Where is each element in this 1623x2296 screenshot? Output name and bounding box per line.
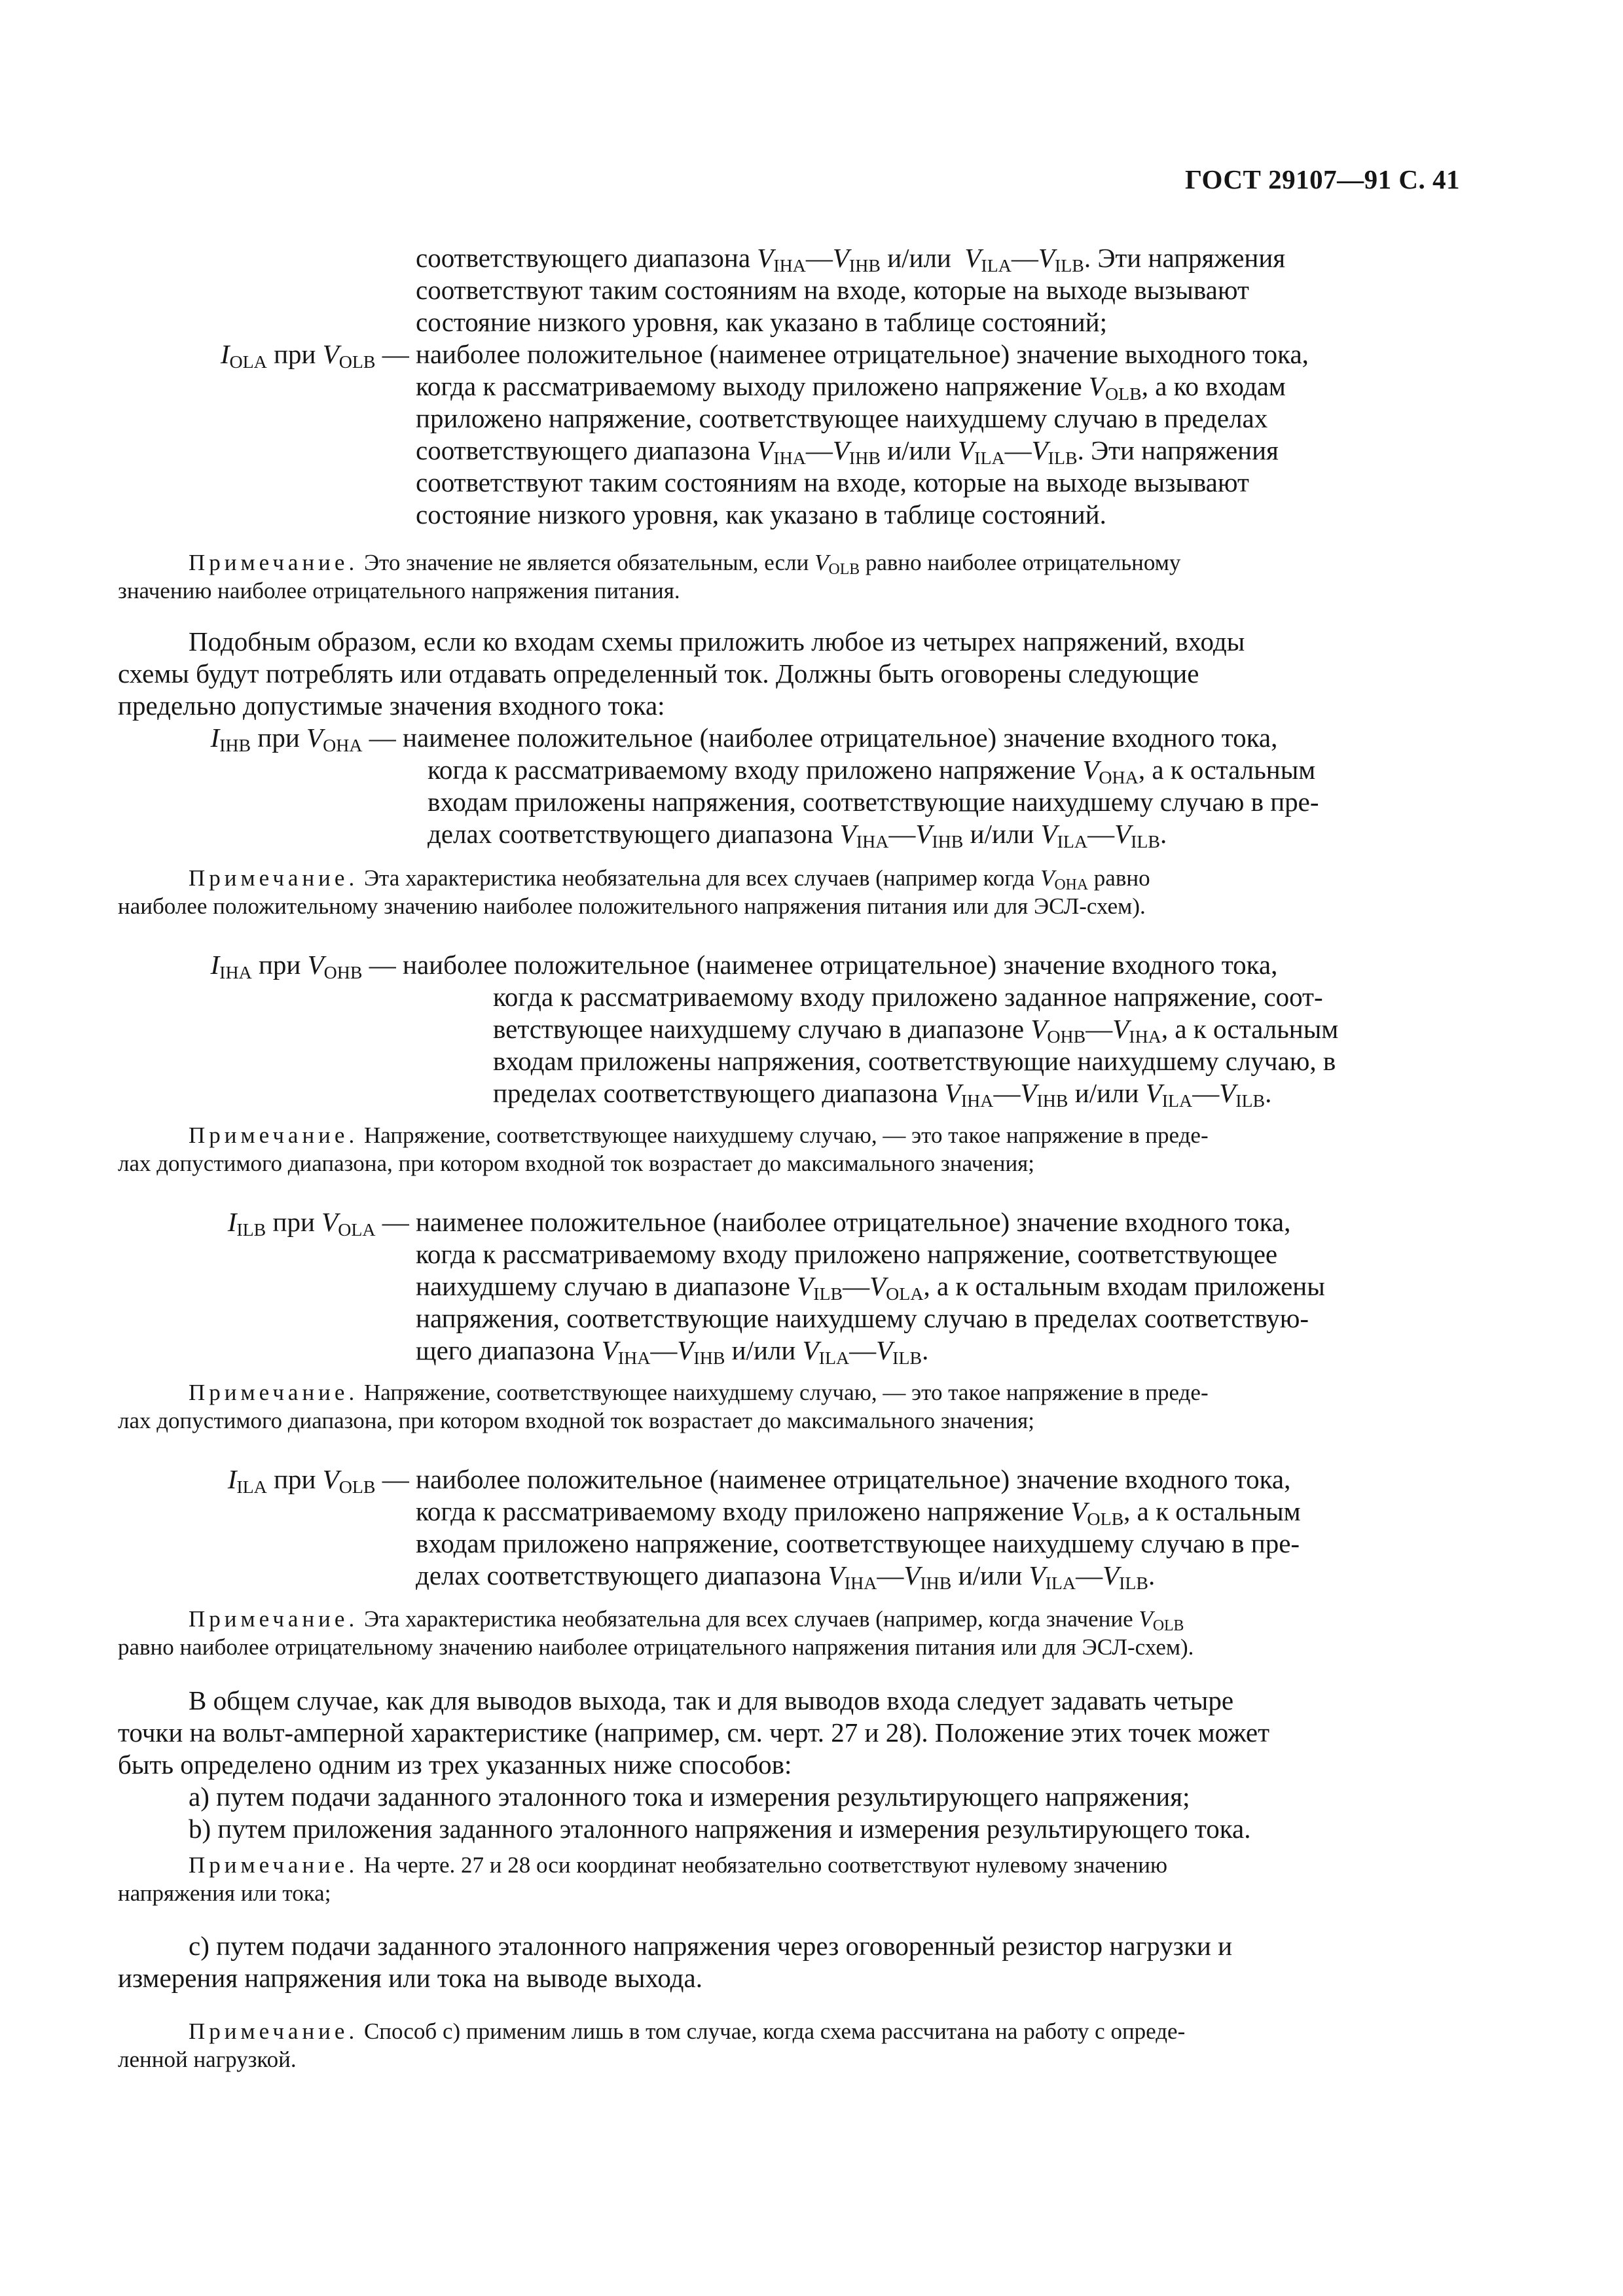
text-line: равно наиболее отрицательному значению наиболее отрицательного напряжения питания или для ЭСЛ-схем). — [118, 1634, 1194, 1660]
text-line: измерения напряжения или тока на выводе выхода. — [118, 1963, 702, 1993]
text-line: щего диапазона $V_{IHA}—V_{IHB}$ и/или $V_{ILA}—V_{ILB}$. — [416, 1335, 929, 1369]
text-line: значению наиболее отрицательного напряжения питания. — [118, 578, 680, 603]
paragraph-3 — [118, 1930, 1447, 1994]
text-line: лах допустимого диапазона, при котором входной ток возрастает до максимального значения; — [118, 1408, 1034, 1433]
text-line: наиболее положительное (наименее отрицательное) значение входного тока, — [416, 1464, 1291, 1494]
text-line: наиболее положительному значению наиболее положительного напряжения питания или для ЭСЛ-схем). — [118, 893, 1146, 919]
text-line: состояние низкого уровня, как указано в таблице состояний; — [416, 307, 1108, 337]
note-6 — [118, 1851, 1447, 1907]
text-line: соответствующего диапазона $V_{IHA}—V_{IHB}$ и/или $V_{ILA}—V_{ILB}$. Эти напряжения — [416, 243, 1286, 276]
text-line: ленной нагрузкой. — [118, 2047, 297, 2072]
text-line: наиболее положительное (наименее отрицательное) значение входного тока, — [403, 950, 1278, 980]
list-item-a: a) путем подачи заданного эталонного тока и измерения результирующего напряжения; — [189, 1782, 1190, 1812]
text-line: пределах соответствующего диапазона $V_{IHA}—V_{IHB}$ и/или $V_{ILA}—V_{ILB}$. — [493, 1078, 1272, 1111]
definition-term: $I_{IHA}$ при $V_{OHB}$ — — [210, 950, 396, 983]
text-line: когда к рассматриваемому выходу приложено напряжение $V_{OLB}$, а ко входам — [416, 371, 1286, 404]
text-line: Примечание. Напряжение, соответствующее наихудшему случаю, — это такое напряжение в преде- — [189, 1380, 1209, 1405]
definition-term: $I_{ILB}$ при $V_{OLA}$ — — [227, 1207, 409, 1240]
text-line: Примечание. Способ с) применим лишь в том случае, когда схема рассчитана на работу с опреде- — [189, 2018, 1186, 2044]
text-line: соответствуют таким состояниям на входе, которые на выходе вызывают — [416, 275, 1249, 305]
text-line: ветствующее наихудшему случаю в диапазоне $V_{OHB}—V_{IHA}$, а к остальным — [493, 1014, 1339, 1047]
text-line: Примечание. Это значение не является обязательным, если $V_{OLB}$ равно наиболее отрицательному — [189, 550, 1181, 578]
text-line: когда к рассматриваемому входу приложено напряжение, соответствующее — [416, 1239, 1278, 1269]
text-line: Примечание. Эта характеристика необязательна для всех случаев (например когда $V_{OHA}$ равно — [189, 865, 1150, 893]
note-7 — [118, 2017, 1447, 2073]
paragraph-1 — [118, 626, 1447, 722]
text-line: входам приложены напряжения, соответствующие наихудшему случаю в пре- — [428, 787, 1319, 817]
page-header: ГОСТ 29107—91 С. 41 — [1184, 164, 1460, 194]
text-line: Примечание. Напряжение, соответствующее наихудшему случаю, — это такое напряжение в преде- — [189, 1122, 1209, 1148]
note-2 — [118, 864, 1447, 920]
text-line: предельно допустимые значения входного тока: — [118, 691, 665, 721]
text-line: точки на вольт-амперной характеристике (например, см. черт. 27 и 28). Положение этих точек может — [118, 1717, 1270, 1748]
text-line: соответствующего диапазона $V_{IHA}—V_{IHB}$ и/или $V_{ILA}—V_{ILB}$. Эти напряжения — [416, 435, 1279, 469]
text-line: Примечание. Эта характеристика необязательна для всех случаев (например, когда значение $V_{OLB}$ — [189, 1606, 1184, 1634]
text-line: схемы будут потреблять или отдавать определенный ток. Должны быть оговорены следующие — [118, 658, 1199, 689]
note-3 — [118, 1121, 1447, 1177]
text-line: наиболее положительное (наименее отрицательное) значение выходного тока, — [416, 339, 1309, 369]
text-line: напряжения или тока; — [118, 1880, 331, 1906]
text-line: делах соответствующего диапазона $V_{IHA}—V_{IHB}$ и/или $V_{ILA}—V_{ILB}$. — [428, 819, 1167, 852]
text-line: когда к рассматриваемому входу приложено напряжение $V_{OHA}$, а к остальным — [428, 755, 1316, 788]
text-line: напряжения, соответствующие наихудшему случаю в пределах соответствую- — [416, 1303, 1309, 1333]
note-4 — [118, 1378, 1447, 1435]
text-line: В общем случае, как для выводов выхода, так и для выводов входа следует задавать четыре — [189, 1685, 1234, 1715]
text-line: делах соответствующего диапазона $V_{IHA}—V_{IHB}$ и/или $V_{ILA}—V_{ILB}$. — [416, 1560, 1156, 1594]
note-5 — [118, 1605, 1447, 1661]
text-line: с) путем подачи заданного эталонного напряжения через оговоренный резистор нагрузки и — [189, 1931, 1233, 1961]
text-line: наименее положительное (наиболее отрицательное) значение входного тока, — [416, 1207, 1291, 1237]
text-line: приложено напряжение, соответствующее наихудшему случаю в пределах — [416, 403, 1268, 433]
text-line: когда к рассматриваемому входу приложено заданное напряжение, соот- — [493, 982, 1323, 1012]
text-line: быть определено одним из трех указанных ниже способов: — [118, 1749, 792, 1780]
definition-term: $I_{IHB}$ при $V_{OHA}$ — — [210, 723, 396, 756]
definition-term: $I_{ILA}$ при $V_{OLB}$ — — [227, 1464, 409, 1498]
text-line: входам приложены напряжения, соответствующие наихудшему случаю, в — [493, 1046, 1336, 1076]
note-1 — [118, 548, 1447, 605]
text-line: состояние низкого уровня, как указано в таблице состояний. — [416, 499, 1106, 529]
text-line: наихудшему случаю в диапазоне $V_{ILB}—V_{OLA}$, а к остальным входам приложены — [416, 1271, 1325, 1304]
definition-term: $I_{OLA}$ при $V_{OLB}$ — — [220, 339, 409, 372]
list-item-b: b) путем приложения заданного эталонного напряжения и измерения результирующего тока. — [189, 1814, 1251, 1844]
text-line: Подобным образом, если ко входам схемы приложить любое из четырех напряжений, входы — [189, 626, 1245, 656]
text-line: входам приложено напряжение, соответствующее наихудшему случаю в пре- — [416, 1528, 1300, 1558]
paragraph-2 — [118, 1685, 1447, 1845]
text-line: когда к рассматриваемому входу приложено напряжение $V_{OLB}$, а к остальным — [416, 1496, 1301, 1530]
text-line: наименее положительное (наиболее отрицательное) значение входного тока, — [403, 723, 1278, 753]
text-line: Примечание. На черте. 27 и 28 оси координат необязательно соответствуют нулевому значению — [189, 1852, 1168, 1878]
text-line: лах допустимого диапазона, при котором входной ток возрастает до максимального значения; — [118, 1151, 1034, 1176]
text-line: соответствуют таким состояниям на входе, которые на выходе вызывают — [416, 467, 1249, 497]
